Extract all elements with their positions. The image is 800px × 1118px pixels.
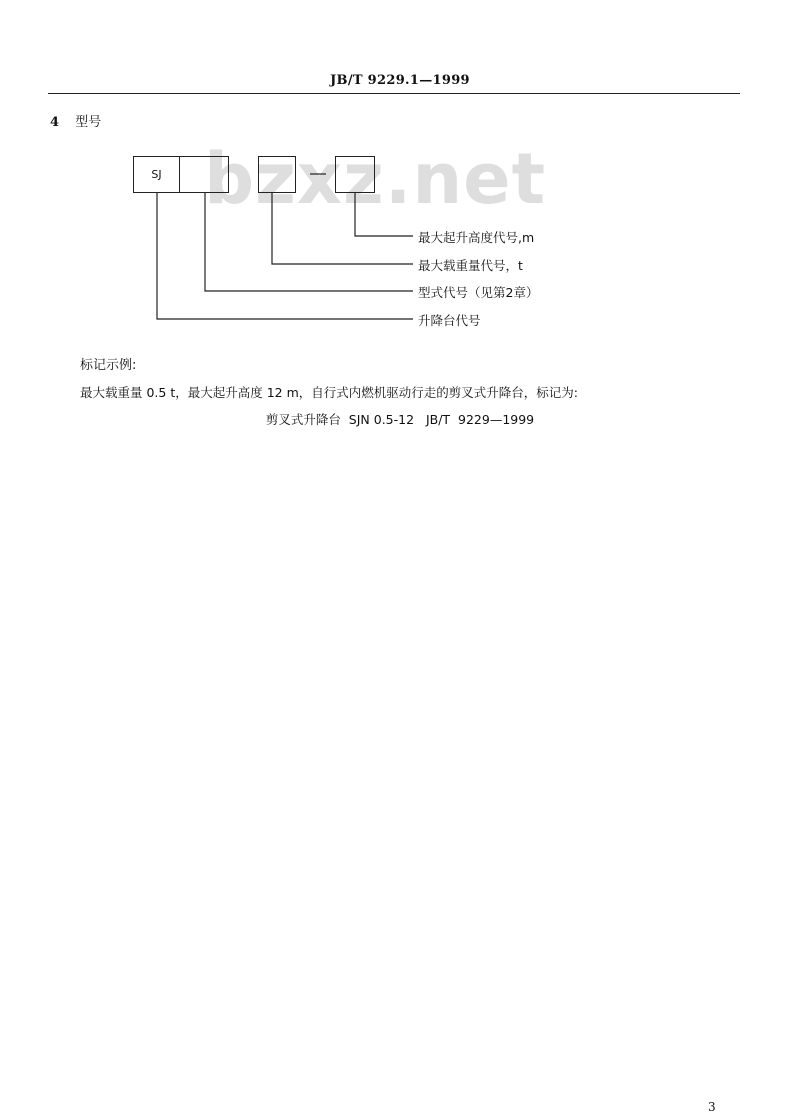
model-code-diagram [0, 0, 800, 340]
section-number: 4 [50, 115, 60, 130]
diagram-leader-lines [0, 0, 800, 340]
leader-line-platform [157, 193, 413, 319]
example-heading: 标记示例: [80, 358, 137, 373]
example-designation: 剪叉式升降台 SJN 0.5-12 JB/T 9229—1999 [265, 412, 535, 427]
code-box-load [258, 156, 296, 193]
example-description: 最大载重量 0.5 t，最大起升高度 12 m，自行式内燃机驱动行走的剪叉式升降台，标记为: [80, 385, 578, 400]
code-box-type [179, 156, 229, 193]
page-number: 3 [708, 1100, 716, 1114]
section-title: 型号 [75, 115, 102, 130]
label-max-load: 最大载重量代号，t [418, 258, 523, 273]
leader-line-type [205, 193, 413, 291]
code-box-lift-height [335, 156, 375, 193]
label-max-lift-height: 最大起升高度代号,m [418, 230, 535, 245]
document-code-header: JB/T 9229.1—1999 [330, 73, 470, 88]
label-platform-code: 升降台代号 [418, 313, 481, 328]
watermark: bzxz.net [204, 138, 547, 220]
code-box-prefix [133, 156, 180, 193]
leader-line-lift-height [355, 193, 413, 236]
code-box-prefix-text: SJ [151, 168, 162, 181]
leader-line-load [272, 193, 413, 264]
label-type-code: 型式代号（见第2章） [418, 285, 539, 300]
